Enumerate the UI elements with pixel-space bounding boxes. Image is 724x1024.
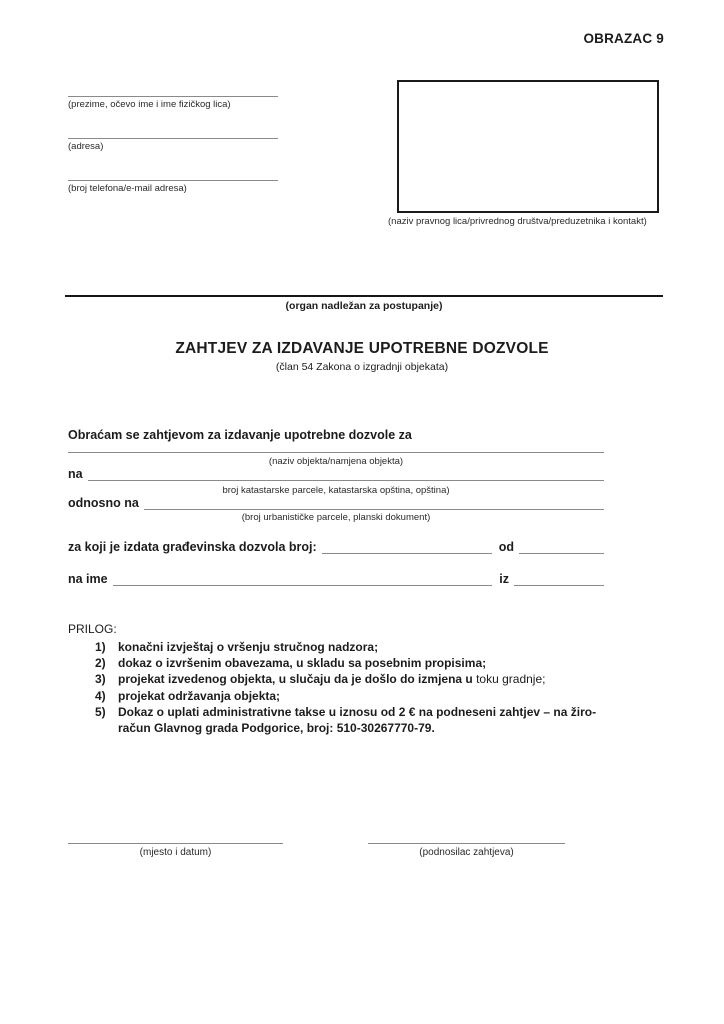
attachment-item-number: 4) [95, 688, 106, 703]
attachment-item [95, 655, 640, 671]
attachment-item-number: 3) [95, 672, 106, 687]
form-code-label: OBRAZAC 9 [583, 31, 664, 46]
urban-row [68, 495, 604, 510]
na-label: na [68, 467, 83, 481]
attachment-item-number: 2) [95, 656, 106, 671]
holder-place-line [514, 571, 604, 586]
holder-name-line [113, 571, 493, 586]
od-label: od [498, 540, 514, 554]
attachment-item [95, 671, 640, 687]
legal-entity-box-caption: (naziv pravnog lica/privrednog društva/preduzetnika i kontakt) [388, 216, 647, 227]
applicant-address-line [68, 138, 278, 139]
attachment-item [95, 704, 640, 736]
urban-line [144, 495, 604, 510]
applicant-name-label: (prezime, očevo ime i ime fizičkog lica) [68, 99, 231, 110]
applicant-name-line [68, 96, 278, 97]
applicant-phone-label: (broj telefona/e-mail adresa) [68, 183, 187, 194]
iz-label: iz [499, 572, 509, 586]
attachment-item [95, 688, 640, 704]
attachment-item-text: dokaz o izvršenim obavezama, u skladu sa posebnim propisima; [118, 656, 487, 671]
page-title: ZAHTJEV ZA IZDAVANJE UPOTREBNE DOZVOLE [175, 340, 549, 357]
applicant-signature-line [368, 843, 565, 844]
attachments-list [95, 639, 640, 736]
attachment-item-text: konačni izvještaj o vršenju stručnog nadzora; [118, 640, 379, 654]
permit-number-label: za koji je izdata građevinska dozvola broj: [68, 540, 317, 554]
na-ime-label: na ime [68, 572, 108, 586]
authority-caption: (organ nadležan za postupanje) [285, 300, 443, 312]
cadastre-line [88, 466, 604, 481]
attachment-item-number: 1) [95, 640, 106, 654]
attachment-item-text-regular: toku gradnje; [476, 672, 546, 687]
authority-divider [65, 295, 663, 297]
holder-row [68, 571, 604, 586]
attachment-item-text: Dokaz o uplati administrativne takse u iznosu od 2 € na podneseni zahtjev – na žiro- račun Glavnog grada Podgorice, broj: 510-30267770-79. [118, 704, 597, 736]
request-intro: Obraćam se zahtjevom za izdavanje upotrebne dozvole za [68, 428, 412, 442]
urban-caption: (broj urbanističke parcele, planski dokument) [241, 512, 431, 523]
attachment-item-text: projekat održavanja objekta; [118, 688, 281, 703]
applicant-address-label: (adresa) [68, 141, 104, 152]
object-name-caption: (naziv objekta/namjena objekta) [268, 456, 404, 467]
applicant-phone-line [68, 180, 278, 181]
permit-date-line [519, 539, 604, 554]
place-date-caption: (mjesto i datum) [139, 847, 212, 858]
attachment-item-text [118, 671, 623, 687]
attachments-heading: PRILOG: [68, 622, 117, 636]
attachment-item-number: 5) [95, 704, 106, 719]
permit-row [68, 539, 604, 554]
signature-applicant [368, 843, 565, 858]
object-name-line [68, 452, 604, 453]
page-subtitle: (član 54 Zakona o izgradnji objekata) [275, 361, 449, 373]
applicant-signature-caption: (podnosilac zahtjeva) [419, 847, 514, 858]
cadastre-row [68, 466, 604, 481]
signature-place-date [68, 843, 283, 858]
permit-number-line [322, 539, 492, 554]
cadastre-caption: broj katastarske parcele, katastarska opština, opština) [222, 485, 450, 496]
odnosno-na-label: odnosno na [68, 496, 139, 510]
attachment-item-text-bold: projekat izvedenog objekta, u slučaju da je došlo do izmjena u [118, 672, 477, 687]
place-date-line [68, 843, 283, 844]
attachment-item [95, 639, 640, 655]
legal-entity-box [397, 80, 659, 213]
